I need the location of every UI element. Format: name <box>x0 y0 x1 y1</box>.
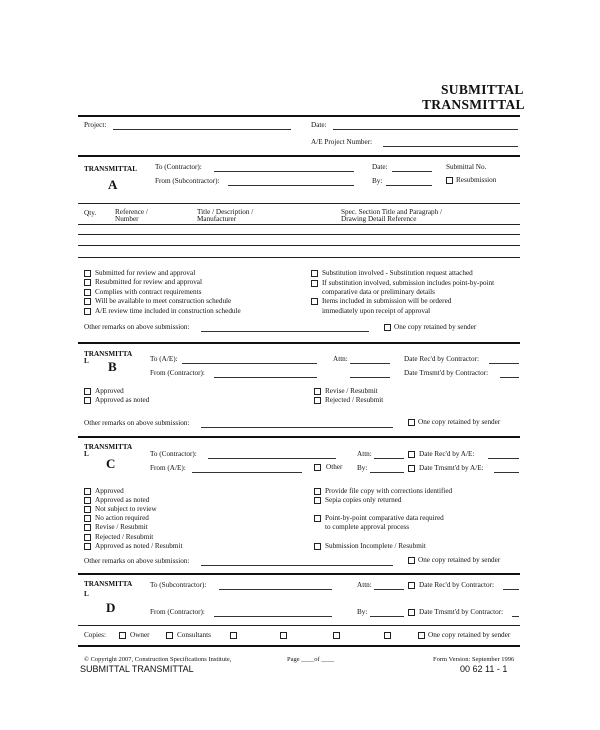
copies-consultants-label: Consultants <box>177 631 211 639</box>
copies-owner-label: Owner <box>130 631 150 639</box>
divider <box>78 203 520 204</box>
section-d-attn-label: Attn: <box>357 581 372 589</box>
section-d-date-recd-checkbox[interactable] <box>408 582 415 589</box>
check-label: Approved as noted <box>95 496 150 504</box>
section-a-to-label: To (Contractor): <box>155 163 202 171</box>
check-c-file-copy[interactable] <box>314 488 321 495</box>
submittal-no-label: Submittal No. <box>446 163 487 171</box>
col-spec: Spec. Section Title and Paragraph / <box>341 208 443 216</box>
section-d-date-recd-label: Date Rec'd by Contractor: <box>419 581 494 589</box>
section-b-date-trnsmtd-field[interactable] <box>500 377 519 378</box>
section-b-by-field[interactable] <box>350 377 390 378</box>
one-copy-label: One copy retained by sender <box>418 556 501 564</box>
check-c-revise[interactable] <box>84 524 91 531</box>
check-label: Revise / Resubmit <box>325 387 378 395</box>
date-field[interactable] <box>333 129 518 130</box>
section-c-from-field[interactable] <box>192 472 302 473</box>
section-d-by-field[interactable] <box>370 616 404 617</box>
section-c-date-trnsmtd-checkbox[interactable] <box>408 465 415 472</box>
check-b-rejected[interactable] <box>314 397 321 404</box>
section-b-to-label: To (A/E): <box>150 355 178 363</box>
check-label: No action required <box>95 514 149 522</box>
check-c-approved-as-noted[interactable] <box>84 497 91 504</box>
section-c-letter: C <box>106 456 116 471</box>
divider <box>78 645 520 647</box>
section-c-attn-field[interactable] <box>374 458 404 459</box>
section-a-letter: A <box>108 177 118 192</box>
col-title: Title / Description / <box>197 208 254 216</box>
project-label: Project: <box>84 121 107 129</box>
copies-blank-checkbox-4[interactable] <box>384 632 391 639</box>
divider <box>78 573 520 575</box>
title-line-2: TRANSMITTAL <box>422 97 525 112</box>
check-c-approved[interactable] <box>84 488 91 495</box>
section-a-one-copy-checkbox[interactable] <box>384 324 391 331</box>
check-b-approved-as-noted[interactable] <box>84 397 91 404</box>
section-b-label-l: L <box>84 357 89 365</box>
check-c-approved-as-noted-resubmit[interactable] <box>84 543 91 550</box>
section-d-to-field[interactable] <box>219 589 332 590</box>
section-d-label-l: L <box>84 590 89 598</box>
check-resubmitted[interactable] <box>84 279 91 286</box>
page-count: Page ____of ____ <box>287 656 335 663</box>
section-a-remarks-label: Other remarks on above submission: <box>84 323 190 331</box>
section-c-remarks-field[interactable] <box>201 565 393 566</box>
check-label: Will be available to meet construction schedule <box>95 297 232 305</box>
divider <box>78 625 520 626</box>
divider <box>78 115 520 117</box>
section-b-date-recd-label: Date Rec'd by Contractor: <box>404 355 479 363</box>
check-c-point-by-point[interactable] <box>314 515 321 522</box>
copies-label: Copies: <box>84 631 106 639</box>
section-b-date-trnsmtd-label: Date Trnsmt'd by Contractor: <box>404 369 489 377</box>
section-b-from-field[interactable] <box>214 377 317 378</box>
check-c-incomplete[interactable] <box>314 543 321 550</box>
check-c-no-action[interactable] <box>84 515 91 522</box>
section-c-date-recd-checkbox[interactable] <box>408 451 415 458</box>
section-c-other-label: Other <box>326 463 343 471</box>
check-label: A/E review time included in construction schedule <box>95 307 241 315</box>
section-d-to-label: To (Subcontractor): <box>150 581 207 589</box>
section-b-from-label: From (Contractor): <box>150 369 205 377</box>
check-c-rejected[interactable] <box>84 534 91 541</box>
section-b-attn-field[interactable] <box>350 363 390 364</box>
section-b-to-field[interactable] <box>182 363 317 364</box>
copies-blank-checkbox-2[interactable] <box>280 632 287 639</box>
check-submitted[interactable] <box>84 270 91 277</box>
col-manufacturer: Manufacturer <box>197 215 237 223</box>
check-label: Rejected / Resubmit <box>95 533 154 541</box>
section-d-from-label: From (Contractor): <box>150 608 205 616</box>
col-reference: Reference / <box>115 208 148 216</box>
section-b-label: TRANSMITTA <box>84 350 133 358</box>
check-label: comparative data or preliminary details <box>322 288 435 296</box>
col-drawing: Drawing Detail Reference <box>341 215 417 223</box>
section-c-by-field[interactable] <box>370 472 404 473</box>
check-point-by-point[interactable] <box>311 280 318 287</box>
check-substitution[interactable] <box>311 270 318 277</box>
check-label: Provide file copy with corrections identified <box>325 487 453 495</box>
copies-blank-checkbox-3[interactable] <box>333 632 340 639</box>
check-b-approved[interactable] <box>84 388 91 395</box>
check-label: Not subject to review <box>95 505 157 513</box>
section-c-date-trnsmtd-label: Date Trnsmt'd by A/E: <box>419 464 484 472</box>
section-d-date-trnsmtd-label: Date Trnsmt'd by Contractor: <box>419 608 504 616</box>
check-review-time[interactable] <box>84 308 91 315</box>
section-d-letter: D <box>106 600 116 615</box>
check-label: Sepia copies only returned <box>325 496 402 504</box>
section-a-date-label: Date: <box>372 163 388 171</box>
check-label: Complies with contract requirements <box>95 288 202 296</box>
table-row-line[interactable] <box>78 257 520 258</box>
resubmission-label: Resubmission <box>456 176 497 184</box>
section-d-label: TRANSMITTA <box>84 580 133 588</box>
col-number: Number <box>115 215 139 223</box>
section-c-from-label: From (A/E): <box>150 464 186 472</box>
section-b-letter: B <box>108 359 117 374</box>
one-copy-label: One copy retained by sender <box>418 418 501 426</box>
check-label: Substitution involved - Substitution request attached <box>322 269 473 277</box>
section-c-label: TRANSMITTA <box>84 443 133 451</box>
section-d-by-label: By: <box>357 608 368 616</box>
check-available[interactable] <box>84 298 91 305</box>
table-row-line[interactable] <box>78 245 520 246</box>
section-c-one-copy-checkbox[interactable] <box>408 557 415 564</box>
check-label: Rejected / Resubmit <box>325 396 384 404</box>
section-b-one-copy-checkbox[interactable] <box>408 419 415 426</box>
section-c-label-l: L <box>84 450 89 458</box>
table-row-line[interactable] <box>78 224 520 225</box>
section-b-remarks-label: Other remarks on above submission: <box>84 419 190 427</box>
section-b-remarks-field[interactable] <box>201 427 393 428</box>
section-d-from-field[interactable] <box>214 616 332 617</box>
section-a-by-field[interactable] <box>386 185 432 186</box>
check-b-revise[interactable] <box>314 388 321 395</box>
footer-doc-title: SUBMITTAL TRANSMITTAL <box>80 664 194 674</box>
check-c-sepia[interactable] <box>314 497 321 504</box>
section-d-date-trnsmtd-field[interactable] <box>512 616 519 617</box>
section-a-by-label: By: <box>372 177 383 185</box>
one-copy-label: One copy retained by sender <box>428 631 511 639</box>
section-c-attn-label: Attn: <box>357 450 372 458</box>
check-label: Approved as noted / Resubmit <box>95 542 183 550</box>
section-d-date-trnsmtd-checkbox[interactable] <box>408 609 415 616</box>
copies-blank-checkbox-1[interactable] <box>230 632 237 639</box>
check-label: Point-by-point comparative data required <box>325 514 444 522</box>
section-c-other-checkbox[interactable] <box>314 464 321 471</box>
divider <box>78 155 520 157</box>
title-line-1: SUBMITTAL <box>441 82 524 97</box>
divider <box>78 436 520 438</box>
section-c-date-recd-field[interactable] <box>488 458 519 459</box>
section-c-date-recd-label: Date Rec'd by A/E: <box>419 450 475 458</box>
check-label: immediately upon receipt of approval <box>322 307 431 315</box>
check-label: Revise / Resubmit <box>95 523 148 531</box>
section-a-from-label: From (Subcontractor): <box>155 177 220 185</box>
check-label: If substitution involved, submission includes point-by-point <box>322 279 495 287</box>
section-d-attn-field[interactable] <box>374 589 404 590</box>
section-a-date-field[interactable] <box>392 171 432 172</box>
section-a-to-field[interactable] <box>214 171 354 172</box>
check-label: Approved <box>95 487 124 495</box>
check-label: Submission Incomplete / Resubmit <box>325 542 426 550</box>
section-c-to-label: To (Contractor): <box>150 450 197 458</box>
ae-project-number-label: A/E Project Number: <box>311 138 373 146</box>
copies-one-copy-checkbox[interactable] <box>418 632 425 639</box>
check-label: to complete approval process <box>325 523 410 531</box>
section-c-to-field[interactable] <box>208 458 336 459</box>
check-complies[interactable] <box>84 289 91 296</box>
check-label: Items included in submission will be ordered <box>322 297 452 305</box>
check-items-ordered[interactable] <box>311 298 318 305</box>
project-field[interactable] <box>113 129 291 130</box>
ae-project-number-field[interactable] <box>383 146 518 147</box>
section-d-date-recd-field[interactable] <box>503 589 519 590</box>
divider <box>78 342 520 344</box>
col-qty: Qty. <box>84 209 97 217</box>
table-row-line[interactable] <box>78 234 520 235</box>
section-a-label: TRANSMITTAL <box>84 165 137 173</box>
one-copy-label: One copy retained by sender <box>394 323 477 331</box>
section-c-by-label: By: <box>357 464 368 472</box>
section-b-date-recd-field[interactable] <box>489 363 519 364</box>
form-version: Form Version: September 1996 <box>433 656 515 663</box>
copyright: © Copyright 2007, Construction Specifications Institute, <box>84 656 232 663</box>
check-c-not-subject[interactable] <box>84 506 91 513</box>
check-label: Resubmitted for review and approval <box>95 278 202 286</box>
check-label: Submitted for review and approval <box>95 269 196 277</box>
section-b-attn-label: Attn: <box>333 355 348 363</box>
section-c-date-trnsmtd-field[interactable] <box>494 472 519 473</box>
section-a-remarks-field[interactable] <box>201 331 369 332</box>
section-c-remarks-label: Other remarks on above submission: <box>84 557 190 565</box>
check-label: Approved as noted <box>95 396 150 404</box>
check-label: Approved <box>95 387 124 395</box>
date-label: Date: <box>311 121 327 129</box>
copies-consultants-checkbox[interactable] <box>166 632 173 639</box>
resubmission-checkbox[interactable] <box>446 177 453 184</box>
section-a-from-field[interactable] <box>228 185 354 186</box>
footer-doc-number: 00 62 11 - 1 <box>460 664 508 674</box>
copies-owner-checkbox[interactable] <box>119 632 126 639</box>
